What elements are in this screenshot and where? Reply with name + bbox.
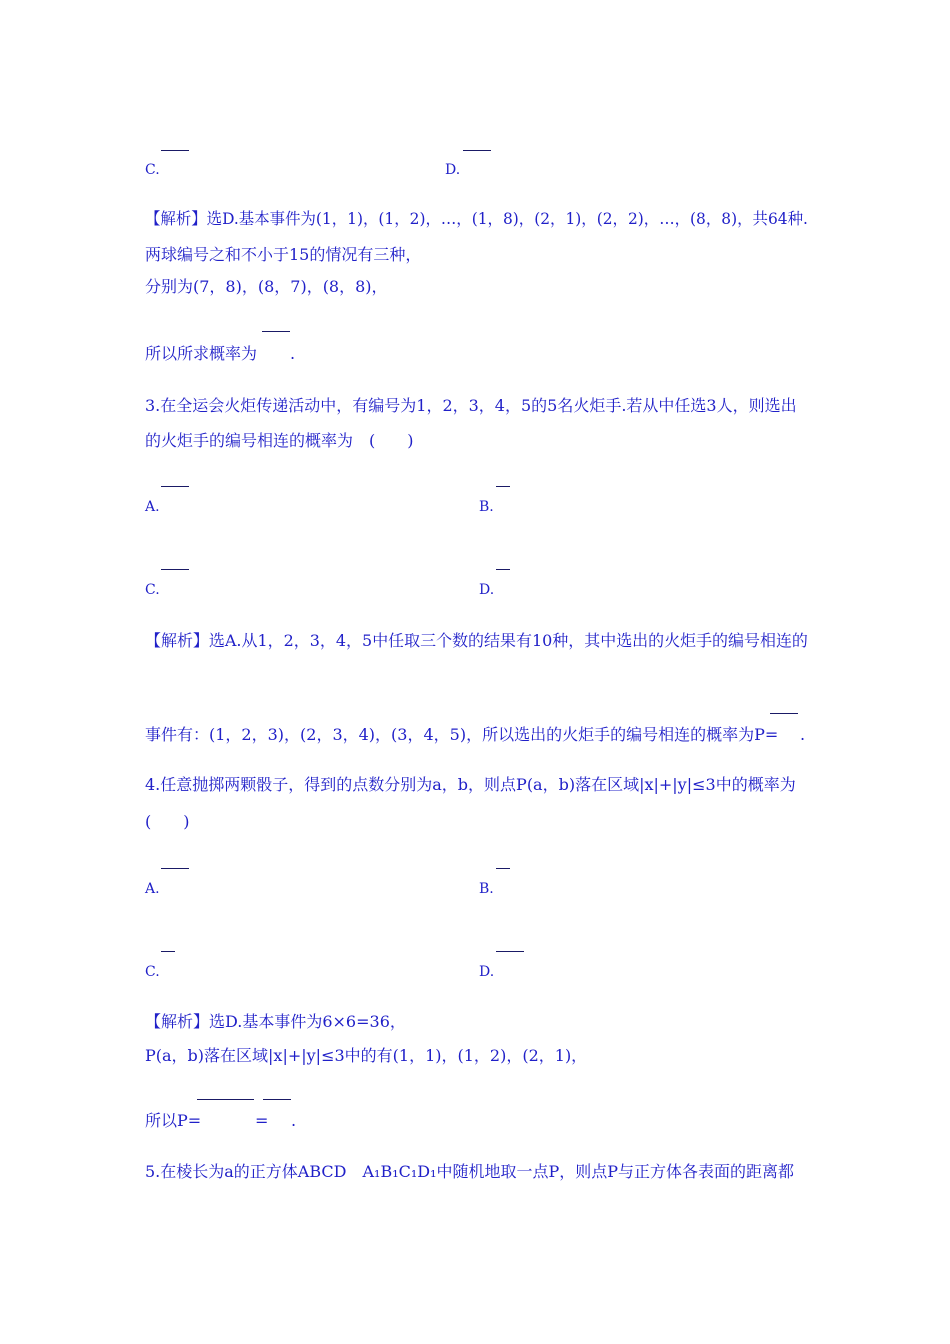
fraction-bar: [463, 150, 491, 151]
option-d-label: D.: [445, 162, 461, 178]
option-d-label: D.: [479, 582, 495, 598]
solution-line: P(a，b)落在区域|x|+|y|≤3中的有(1，1)，(1，2)，(2，1)，: [145, 1046, 588, 1065]
fraction-bar: [496, 951, 524, 952]
fraction-bar: [262, 331, 290, 332]
option-c-label: C.: [145, 162, 160, 178]
solution-line: 分别为(7，8)，(8，7)，(8，8)，: [145, 277, 388, 296]
option-a-label: A.: [145, 499, 160, 515]
period: .: [291, 1111, 297, 1130]
period: .: [800, 725, 806, 744]
fraction-bar: [496, 569, 510, 570]
question-stem: ( ): [145, 812, 190, 831]
solution-line: 所以P=: [145, 1111, 202, 1130]
equals-sign: =: [255, 1111, 269, 1130]
fraction-bar: [161, 868, 189, 869]
fraction-bar: [161, 569, 189, 570]
solution-line: 【解析】选A.从1，2，3，4，5中任取三个数的结果有10种，其中选出的火炬手的编号相连的: [145, 631, 808, 650]
question-stem: 4.任意抛掷两颗骰子，得到的点数分别为a，b，则点P(a，b)落在区域|x|+|y|≤3中的概率为: [145, 775, 796, 794]
fraction-bar: [161, 486, 189, 487]
option-c-label: C.: [145, 582, 160, 598]
option-d-label: D.: [479, 964, 495, 980]
option-c-label: C.: [145, 964, 160, 980]
fraction-bar: [161, 951, 175, 952]
fraction-bar: [263, 1099, 291, 1100]
option-a-label: A.: [145, 881, 160, 897]
solution-line: 【解析】选D.基本事件为6×6=36，: [145, 1012, 406, 1031]
question-stem: 5.在棱长为a的正方体ABCD A₁B₁C₁D₁中随机地取一点P，则点P与正方体各表面的距离都: [145, 1162, 795, 1181]
fraction-bar: [161, 150, 189, 151]
fraction-bar: [197, 1099, 254, 1100]
option-b-label: B.: [479, 881, 494, 897]
solution-line: 事件有：(1，2，3)，(2，3，4)，(3，4，5)，所以选出的火炬手的编号相连的概率为P=: [145, 725, 779, 744]
fraction-bar: [496, 486, 510, 487]
solution-line: 【解析】选D.基本事件为(1，1)，(1，2)，…，(1，8)，(2，1)，(2，2)，…，(8，8)，共64种.: [145, 209, 808, 228]
fraction-bar: [770, 713, 798, 714]
fraction-bar: [496, 868, 510, 869]
solution-line: 两球编号之和不小于15的情况有三种，: [145, 245, 422, 264]
solution-line: 所以所求概率为: [145, 344, 258, 363]
option-b-label: B.: [479, 499, 494, 515]
question-stem: 3.在全运会火炬传递活动中，有编号为1，2，3，4，5的5名火炬手.若从中任选3人，则选出: [145, 396, 797, 415]
period: .: [290, 344, 296, 363]
question-stem: 的火炬手的编号相连的概率为 ( ): [145, 431, 414, 450]
